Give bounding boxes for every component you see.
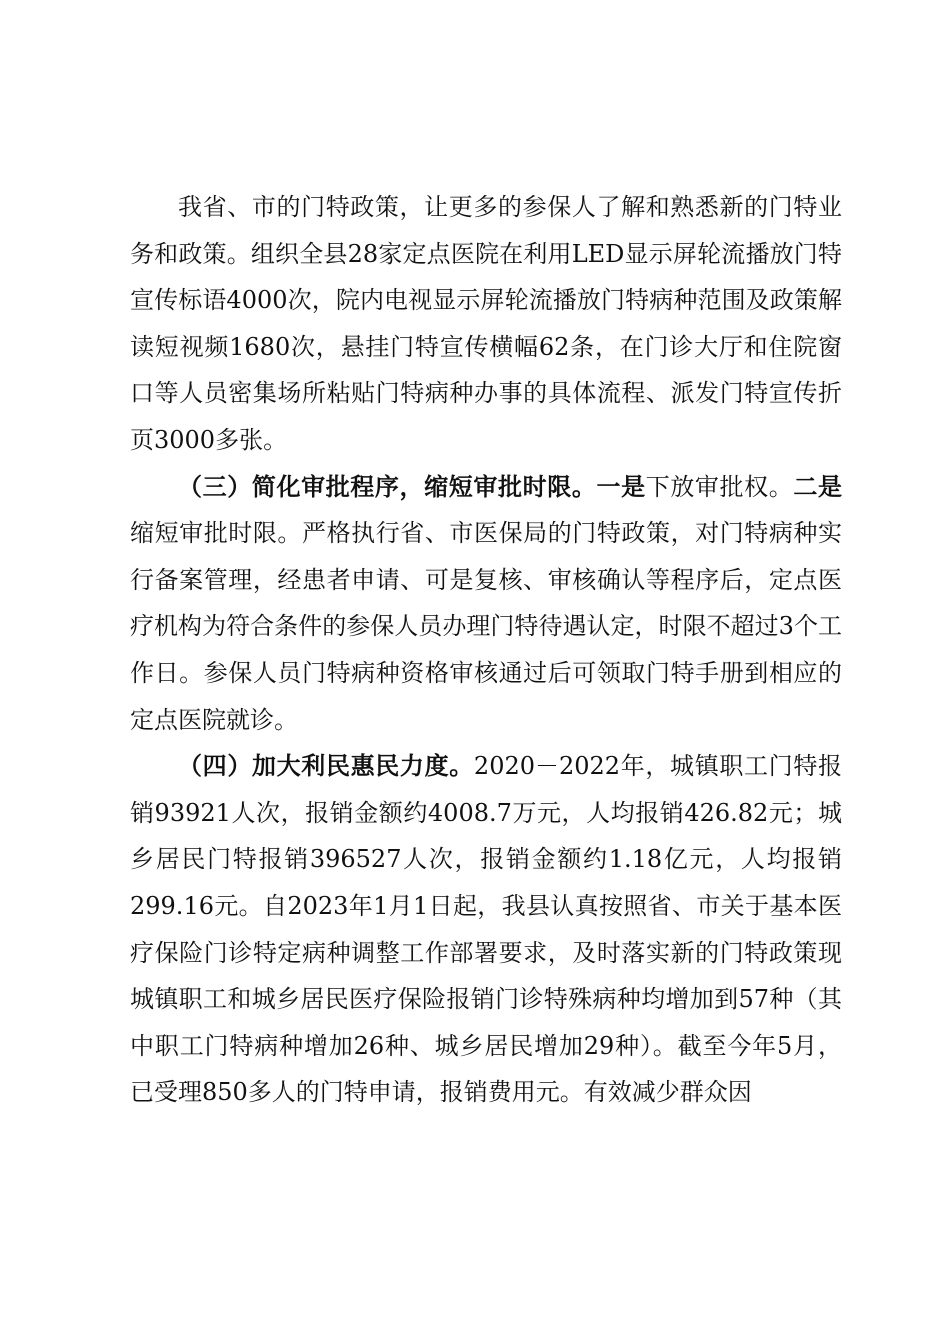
paragraph-simplify-approval: [130, 464, 842, 744]
paragraph-benefit: [130, 743, 842, 1116]
bold-lead-second: 二是: [793, 472, 843, 501]
paragraph-text: 下放审批权。: [645, 472, 794, 501]
paragraph-text: 缩短审批时限。严格执行省、市医保局的门特政策，对门特病种实行备案管理，经患者申请、可是复核、审核确认等程序后，定点医疗机构为符合条件的参保人员办理门特待遇认定，时限不超过3个工作日。参保人员门特病种资格审核通过后可领取门特手册到相应的定点医院就诊。: [130, 519, 842, 734]
paragraph-publicity: [130, 184, 842, 464]
document-body: [130, 184, 842, 1116]
paragraph-text: 我省、市的门特政策，让更多的参保人了解和熟悉新的门特业务和政策。组织全县28家定点医院在利用LED显示屏轮流播放门特宣传标语4000次，院内电视显示屏轮流播放门特病种范围及政策解读短视频1680次，悬挂门特宣传横幅62条，在门诊大厅和住院窗口等人员密集场所粘贴门特病种办事的具体流程、派发门特宣传折页3000多张。: [130, 193, 842, 454]
section-heading-3: （三）简化审批程序，缩短审批时限。一是: [178, 472, 646, 501]
paragraph-text: 2020－2022年，城镇职工门特报销93921人次，报销金额约4008.7万元，人均报销426.82元；城乡居民门特报销396527人次，报销金额约1.18亿元，人均报销299.16元。自2023年1月1日起，我县认真按照省、市关于基本医疗保险门诊特定病种调整工作部署要求，及时落实新的门特政策现城镇职工和城乡居民医疗保险报销门诊特殊病种均增加到57种（其中职工门特病种增加26种、城乡居民增加29种）。截至今年5月，已受理850多人的门特申请，报销费用元。有效减少群众因: [130, 752, 843, 1107]
section-heading-4: （四）加大利民惠民力度。: [178, 752, 474, 781]
